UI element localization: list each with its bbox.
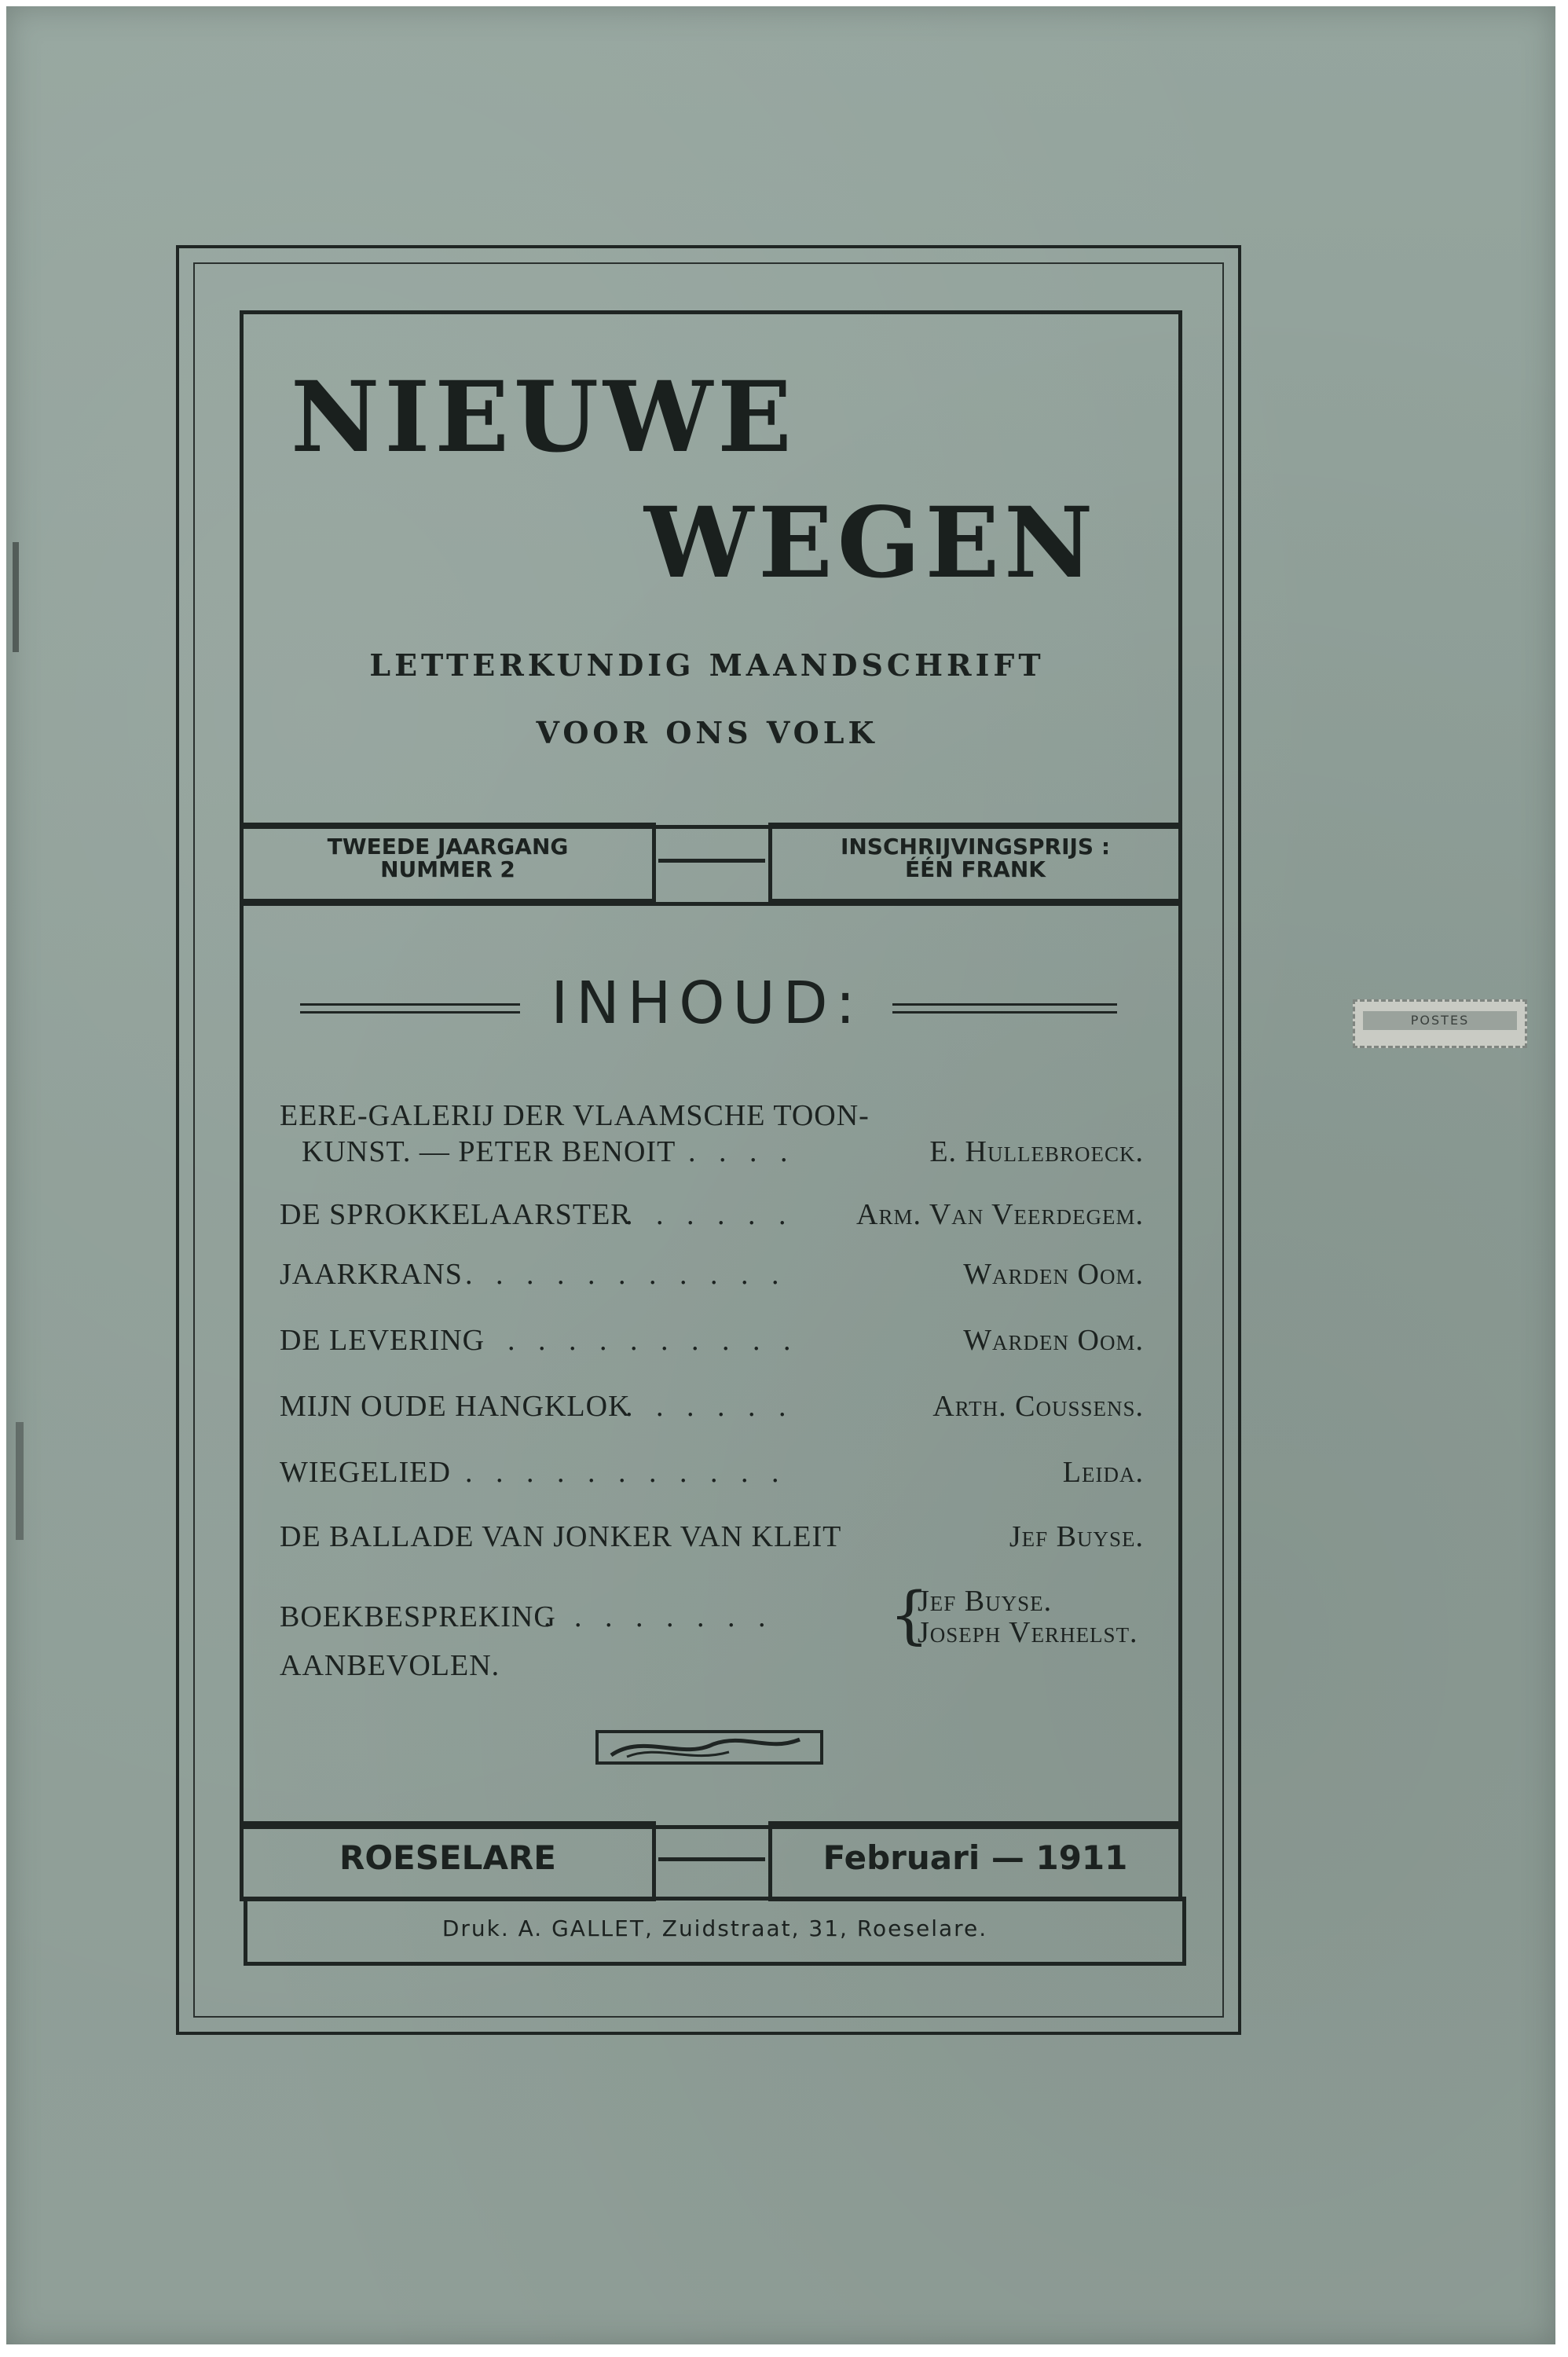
- toc-title: AANBEVOLEN.: [280, 1649, 500, 1682]
- heading-rule-right-1: [892, 1003, 1117, 1006]
- toc-author: Jef Buyse.: [918, 1585, 1053, 1618]
- price-line: INSCHRIJVINGSPRIJS :: [840, 834, 1111, 860]
- issue-date: Februari — 1911: [822, 1838, 1128, 1877]
- postage-stamp: [1353, 999, 1527, 1048]
- toc-title: EERE-GALERIJ DER VLAAMSCHE TOON-: [280, 1099, 870, 1132]
- toc-item: [280, 1323, 1144, 1367]
- toc-title: DE SPROKKELAARSTER: [280, 1198, 632, 1231]
- toc-author: Warden Oom.: [963, 1258, 1144, 1291]
- title-wegen: WEGEN: [644, 486, 1098, 600]
- toc-title: DE BALLADE VAN JONKER VAN KLEIT: [280, 1520, 842, 1553]
- place-name: ROESELARE: [339, 1838, 556, 1877]
- toc-author: Joseph Verhelst.: [918, 1616, 1138, 1649]
- leader-dots: . . . . . .: [625, 1198, 794, 1231]
- leader-dots: . . . . . . . . . . .: [465, 1258, 787, 1291]
- issue-number: NUMMER 2: [380, 856, 515, 883]
- price-label: [772, 835, 1178, 882]
- connector-line-bottom: [658, 1857, 765, 1861]
- subtitle-maandschrift: LETTERKUNDIG MAANDSCHRIFT: [369, 647, 1045, 683]
- leader-dots: . . . .: [688, 1135, 796, 1168]
- staple-mark: [16, 1422, 24, 1540]
- subtitle-voor-ons-volk: VOOR ONS VOLK: [536, 715, 878, 750]
- title-nieuwe: NIEUWE: [291, 361, 797, 475]
- price-value: ÉÉN FRANK: [905, 856, 1046, 883]
- printer-line: Druk. A. GALLET, Zuidstraat, 31, Roeselare.: [441, 1915, 988, 1941]
- toc-title: DE LEVERING: [280, 1324, 485, 1357]
- toc-title: JAARKRANS: [280, 1258, 463, 1291]
- toc-item: [280, 1389, 1144, 1433]
- toc-item: [280, 1257, 1144, 1301]
- toc-author: Jef Buyse.: [1009, 1520, 1144, 1553]
- leader-dots: . . . . . . . .: [544, 1600, 774, 1633]
- toc-author: Arm. Van Veerdegem.: [856, 1198, 1144, 1231]
- toc-item: [280, 1519, 1144, 1563]
- toc-title: BOEKBESPREKING: [280, 1600, 556, 1633]
- author-brace: {: [889, 1578, 929, 1651]
- toc-author: E. Hullebroeck.: [929, 1135, 1144, 1168]
- leader-dots: . . . . . . . . . . .: [465, 1456, 787, 1489]
- leader-dots: . . . . . . . . . .: [507, 1324, 799, 1357]
- toc-author: Leida.: [1062, 1456, 1144, 1489]
- toc-item: [280, 1648, 1144, 1692]
- toc-author: Arth. Coussens.: [932, 1390, 1144, 1423]
- toc-title: WIEGELIED: [280, 1456, 451, 1489]
- toc-author: Warden Oom.: [963, 1324, 1144, 1357]
- connector-line-top: [658, 859, 765, 863]
- staple-mark: [13, 542, 19, 652]
- heading-rule-right-2: [892, 1011, 1117, 1014]
- toc-item: [280, 1135, 1144, 1178]
- toc-title-continued: KUNST. — PETER BENOIT: [302, 1135, 676, 1168]
- toc-item: [280, 1578, 1144, 1655]
- ornament-icon: [595, 1728, 823, 1766]
- volume-line: TWEEDE JAARGANG: [327, 834, 569, 860]
- leader-dots: . . . . . .: [625, 1390, 794, 1423]
- heading-rule-left-2: [300, 1011, 520, 1014]
- toc-item: [280, 1197, 1144, 1241]
- heading-rule-left-1: [300, 1003, 520, 1006]
- contents-heading: INHOUD:: [551, 970, 863, 1037]
- stamp-text: POSTES: [1410, 1013, 1470, 1028]
- toc-title: MIJN OUDE HANGKLOK: [280, 1390, 631, 1423]
- toc-item: [280, 1455, 1144, 1499]
- volume-label: [244, 835, 652, 882]
